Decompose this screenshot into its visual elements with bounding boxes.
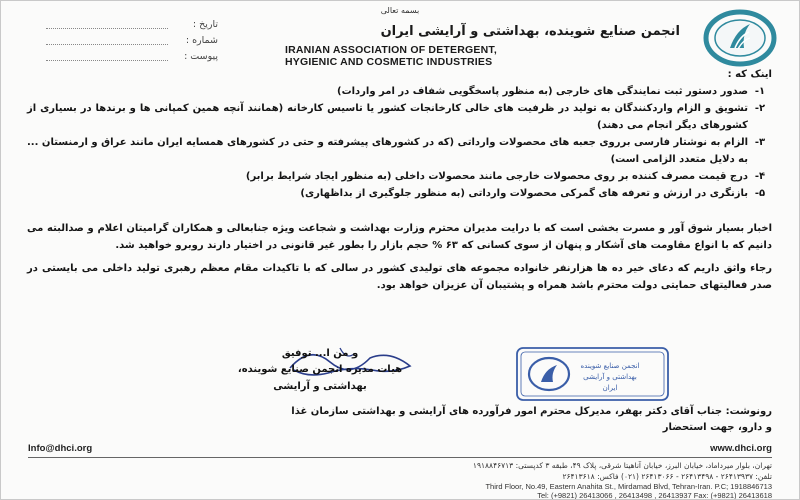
attachment-row bbox=[28, 48, 218, 64]
list-item bbox=[27, 83, 772, 100]
item-text: الزام به نوشتار فارسی برروی جعبه های محصولات وارداتی (که در کشورهای پیشرفته و حتی در کشورهای همسایه ایران مانند عراق و ارمنستان ... به دلایل متعدد الزامی است) bbox=[27, 137, 748, 165]
number-label: شماره : bbox=[185, 34, 218, 46]
phones-line-en: Tel: (+9821) 26413066 , 26413498 , 26413937 Fax: (+9821) 26413618 bbox=[537, 491, 772, 500]
letter-body bbox=[27, 66, 772, 294]
cc-line-2: و دارو، جهت استحضار bbox=[662, 422, 772, 433]
letter-meta bbox=[28, 16, 218, 64]
svg-text:انجمن صنایع شوینده: انجمن صنایع شوینده bbox=[580, 362, 640, 370]
number-row bbox=[28, 32, 218, 48]
org-name-persian: انجمن صنایع شوینده، بهداشتی و آرایشی ایران bbox=[380, 24, 680, 39]
item-text: تشویق و الزام واردکنندگان به تولید در ظرفیت های خالی کارخانجات کشور یا تاسیس کارخانه (همانند آنچه همین کمپانی ها و برندها در بسیاری از کشورهای دیگر انجام می دهند) bbox=[27, 103, 748, 131]
website-link[interactable]: www.dhci.org bbox=[710, 443, 772, 454]
body-paragraph-1: اخبار بسیار شوق آور و مسرت بخشی است که با درایت مدیران محترم وزارت بهداشت و شجاعت ویژه جنابعالی و همکاران گرامیتان اعلام و صدالبته می دانیم که با انواع مقاومت های آشکار و پنهان از سوی کسانی که ۶۳ % حجم بازار را بطور غیر قانونی در اختیار دارند روبرو خواهید شد. bbox=[27, 223, 772, 251]
bismillah: بسمه تعالی bbox=[380, 6, 420, 15]
date-line bbox=[46, 20, 168, 29]
official-stamp bbox=[515, 345, 670, 403]
item-number: ۱- bbox=[754, 86, 766, 97]
item-number: ۵- bbox=[754, 188, 766, 199]
item-text: درج قیمت مصرف کننده بر روی محصولات خارجی مانند محصولات داخلی (به منظور ایجاد شرایط برابر) bbox=[245, 171, 748, 182]
carbon-copy bbox=[27, 404, 772, 436]
footer-address-english bbox=[27, 482, 772, 500]
address-line-fa: تهران، بلوار میرداماد، خیابان البرز، خیابان آناهیتا شرقی، پلاک ۴۹، طبقه ۳ کدپستی: ۱۹۱۸۸۴۶۷۱۳ bbox=[472, 461, 772, 470]
intro-line: اینک که : bbox=[727, 69, 772, 80]
list-item bbox=[27, 168, 772, 185]
item-text: بازنگری در ارزش و تعرفه های گمرکی محصولات وارداتی (به منظور جلوگیری از بداظهاری) bbox=[300, 188, 748, 199]
cc-line-1: رونوشت: جناب آقای دکتر بهفر، مدیرکل محترم امور فرآورده های آرایشی و بهداشتی سازمان غذا bbox=[291, 406, 772, 417]
item-number: ۳- bbox=[754, 137, 766, 148]
list-item bbox=[27, 100, 772, 134]
svg-text:ایران: ایران bbox=[602, 384, 618, 392]
date-label: تاریخ : bbox=[192, 18, 218, 30]
item-number: ۴- bbox=[754, 171, 766, 182]
attachment-line bbox=[46, 52, 168, 61]
closing-phrase: و من ا... توفیق bbox=[281, 348, 359, 359]
signature-block bbox=[220, 346, 420, 395]
phones-line-fa: تلفن: ۲۶۴۱۳۹۳۷ - ۲۶۴۱۳۴۹۸ - ۲۶۴۱۳۰۶۶ (۰۲۱) فاکس: ۲۶۴۱۳۶۱۸ bbox=[562, 472, 772, 481]
org-name-english-line2: HYGIENIC AND COSMETIC INDUSTRIES bbox=[285, 56, 493, 68]
list-item bbox=[27, 134, 772, 168]
attachment-label: پیوست : bbox=[184, 50, 218, 62]
number-line bbox=[46, 36, 168, 45]
address-line-en: Third Floor, No.49, Eastern Anahita St., Mirdamad Blvd, Tehran-Iran. P.C; 1918846713 bbox=[485, 482, 772, 491]
list-item bbox=[27, 185, 772, 202]
svg-text:بهداشتی و آرایشی: بهداشتی و آرایشی bbox=[583, 373, 637, 381]
footer-address-persian bbox=[27, 460, 772, 482]
date-row bbox=[28, 16, 218, 32]
org-name-english bbox=[285, 44, 595, 68]
body-paragraph-2: رجاء واثق داریم که دعای خیر ده ها هزارنفر خانواده مجموعه های تولیدی کشور در سالی که با تاکیدات مقام معظم رهبری تولید داخلی می بایستی در صدر فعالیتهای حمایتی دولت محترم باشد همراه و پشتیبان آن عزیزان خواهد بود. bbox=[27, 263, 772, 291]
signer-name: هیات مدیره انجمن صنایع شوینده، بهداشتی و آرایشی bbox=[237, 364, 403, 392]
item-number: ۲- bbox=[754, 103, 766, 114]
org-name-english-line1: IRANIAN ASSOCIATION OF DETERGENT, bbox=[285, 44, 497, 56]
association-logo bbox=[702, 8, 778, 68]
footer-divider bbox=[28, 457, 772, 458]
email-link[interactable]: Info@dhci.org bbox=[28, 443, 93, 454]
item-text: صدور دستور ثبت نمایندگی های خارجی (به منظور پاسخگویی شفاف در امر واردات) bbox=[337, 86, 748, 97]
